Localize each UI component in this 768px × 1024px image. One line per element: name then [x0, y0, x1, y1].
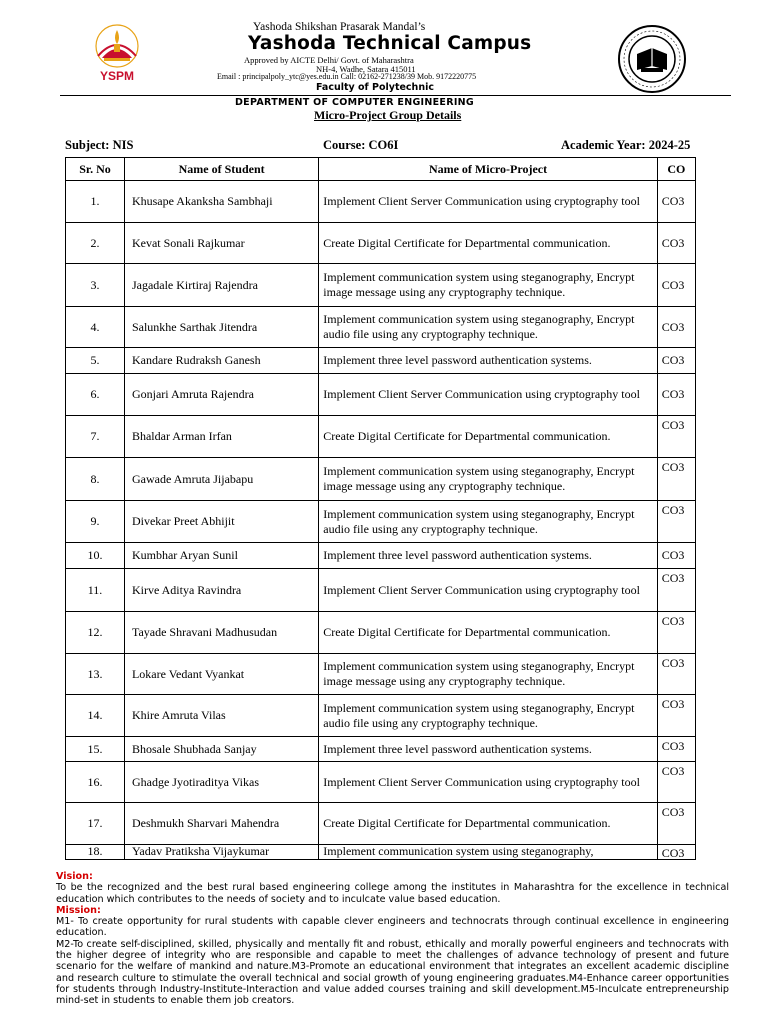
row-project-name: Create Digital Certificate for Departmental communication.	[319, 416, 657, 458]
row-student-name: Tayade Shravani Madhusudan	[124, 612, 318, 654]
row-sr-no: 3.	[66, 264, 125, 307]
header-sr-no: Sr. No	[66, 158, 125, 181]
row-co: CO3	[657, 458, 695, 501]
vision-mission	[56, 871, 729, 1007]
row-project-name: Implement Client Server Communication using cryptography tool	[319, 569, 657, 612]
table-row	[66, 569, 696, 612]
row-sr-no: 2.	[66, 223, 125, 264]
row-co: CO3	[657, 654, 695, 695]
row-co: CO3	[657, 348, 695, 374]
row-sr-no: 15.	[66, 737, 125, 762]
mission-label: Mission:	[56, 904, 101, 916]
row-co: CO3	[657, 569, 695, 612]
row-student-name: Bhaldar Arman Irfan	[124, 416, 318, 458]
row-sr-no: 1.	[66, 181, 125, 223]
row-project-name: Implement three level password authentication systems.	[319, 348, 657, 374]
table-row	[66, 348, 696, 374]
row-co: CO3	[657, 803, 695, 845]
row-co: CO3	[657, 612, 695, 654]
row-co: CO3	[657, 695, 695, 737]
vision-text: To be the recognized and the best rural based engineering college among the institutes in Maharashtra for the excellence in technical education which contributes to the needs of society and to inculcate value based education.	[56, 882, 729, 905]
row-sr-no: 11.	[66, 569, 125, 612]
institute-name: Yashoda Technical Campus	[248, 33, 532, 54]
row-student-name: Khire Amruta Vilas	[124, 695, 318, 737]
header-divider	[60, 95, 731, 96]
mission-m1: M1- To create opportunity for rural students with capable clever engineers and technocrats through continual excellence in engineering education.	[56, 916, 729, 939]
row-co: CO3	[657, 737, 695, 762]
row-sr-no: 9.	[66, 501, 125, 543]
course-label: Course: CO6I	[323, 138, 399, 152]
table-row	[66, 416, 696, 458]
row-project-name: Create Digital Certificate for Departmental communication.	[319, 612, 657, 654]
row-co: CO3	[657, 374, 695, 416]
row-co: CO3	[657, 762, 695, 803]
table-row	[66, 762, 696, 803]
row-sr-no: 6.	[66, 374, 125, 416]
row-student-name: Lokare Vedant Vyankat	[124, 654, 318, 695]
approval-line: Approved by AICTE Delhi/ Govt. of Maharashtra	[244, 55, 414, 65]
row-student-name: Divekar Preet Abhijit	[124, 501, 318, 543]
department-name: DEPARTMENT OF COMPUTER ENGINEERING	[235, 97, 475, 108]
table-row	[66, 181, 696, 223]
row-project-name: Implement Client Server Communication using cryptography tool	[319, 181, 657, 223]
academic-year-label: Academic Year: 2024-25	[561, 138, 691, 152]
row-student-name: Yadav Pratiksha Vijaykumar	[124, 845, 318, 860]
row-co: CO3	[657, 543, 695, 569]
row-student-name: Jagadale Kirtiraj Rajendra	[124, 264, 318, 307]
row-sr-no: 4.	[66, 307, 125, 348]
row-student-name: Bhosale Shubhada Sanjay	[124, 737, 318, 762]
table-row	[66, 612, 696, 654]
table-row	[66, 803, 696, 845]
row-co: CO3	[657, 845, 695, 860]
row-sr-no: 7.	[66, 416, 125, 458]
row-co: CO3	[657, 264, 695, 307]
row-sr-no: 8.	[66, 458, 125, 501]
table-header-row	[66, 158, 696, 181]
row-student-name: Gawade Amruta Jijabapu	[124, 458, 318, 501]
row-sr-no: 13.	[66, 654, 125, 695]
contact-line: Email : principalpoly_ytc@yes.edu.in Call: 02162-271238/39 Mob. 9172220775	[217, 72, 477, 81]
yspm-logo-icon	[84, 22, 150, 84]
row-project-name: Create Digital Certificate for Departmental communication.	[319, 803, 657, 845]
row-project-name: Implement three level password authentication systems.	[319, 737, 657, 762]
row-sr-no: 10.	[66, 543, 125, 569]
row-student-name: Salunkhe Sarthak Jitendra	[124, 307, 318, 348]
row-project-name: Create Digital Certificate for Departmental communication.	[319, 223, 657, 264]
row-co: CO3	[657, 416, 695, 458]
table-row	[66, 654, 696, 695]
row-co: CO3	[657, 223, 695, 264]
row-sr-no: 16.	[66, 762, 125, 803]
row-project-name: Implement communication system using steganography, Encrypt audio file using any cryptography technique.	[319, 501, 657, 543]
row-project-name: Implement Client Server Communication using cryptography tool	[319, 762, 657, 803]
row-student-name: Deshmukh Sharvari Mahendra	[124, 803, 318, 845]
row-project-name: Implement three level password authentication systems.	[319, 543, 657, 569]
row-sr-no: 5.	[66, 348, 125, 374]
row-student-name: Gonjari Amruta Rajendra	[124, 374, 318, 416]
row-project-name: Implement communication system using steganography, Encrypt image message using any cryptography technique.	[319, 654, 657, 695]
table-row	[66, 223, 696, 264]
row-project-name: Implement Client Server Communication using cryptography tool	[319, 374, 657, 416]
header-student-name: Name of Student	[124, 158, 318, 181]
row-student-name: Ghadge Jyotiraditya Vikas	[124, 762, 318, 803]
header-project-name: Name of Micro-Project	[319, 158, 657, 181]
table-row	[66, 374, 696, 416]
row-sr-no: 12.	[66, 612, 125, 654]
row-project-name: Implement communication system using steganography, Encrypt audio file using any cryptography technique.	[319, 695, 657, 737]
row-student-name: Kandare Rudraksh Ganesh	[124, 348, 318, 374]
table-row	[66, 264, 696, 307]
table-row	[66, 737, 696, 762]
document-title: Micro-Project Group Details	[314, 108, 462, 122]
row-co: CO3	[657, 501, 695, 543]
micro-project-table	[65, 157, 696, 860]
row-co: CO3	[657, 307, 695, 348]
row-student-name: Kumbhar Aryan Sunil	[124, 543, 318, 569]
row-project-name: Implement communication system using steganography, Encrypt image message using any cryptography technique.	[319, 458, 657, 501]
mission-m2-m5: M2-To create self-disciplined, skilled, physically and mentally fit and robust, ethically and morally powerful engineers and technocrats with the higher degree of integrity who are responsible and capable to meet the challenges of advance technology of present and future scenario for the welfare of mankind and nature.M3-Promote an educational environment that integrates an excellent academic discipline and research culture to stimulate the overall technical and social growth of young engineering graduates.M4-Enhance career opportunities for students through Industry-Institute-Interaction and value added courses training and skill development.M5-Inculcate entrepreneurship mind-set in students to enable them job creators.	[56, 938, 729, 1007]
subject-label: Subject: NIS	[65, 138, 134, 152]
table-row	[66, 543, 696, 569]
society-name: Yashoda Shikshan Prasarak Mandal’s	[253, 21, 426, 33]
header-co: CO	[657, 158, 695, 181]
table-body	[66, 181, 696, 860]
address-line: NH-4, Wadhe, Satara 415011	[316, 64, 416, 74]
row-student-name: Kevat Sonali Rajkumar	[124, 223, 318, 264]
row-co: CO3	[657, 181, 695, 223]
table-row	[66, 695, 696, 737]
table-row	[66, 458, 696, 501]
row-sr-no: 17.	[66, 803, 125, 845]
table-row	[66, 307, 696, 348]
table-row	[66, 501, 696, 543]
row-project-name: Implement communication system using steganography,	[319, 845, 657, 860]
logo-text: YSPM	[99, 69, 135, 83]
table-row	[66, 845, 696, 860]
faculty-name: Faculty of Polytechnic	[316, 82, 434, 93]
row-sr-no: 18.	[66, 845, 125, 860]
letterhead	[0, 0, 768, 122]
row-sr-no: 14.	[66, 695, 125, 737]
row-project-name: Implement communication system using steganography, Encrypt audio file using any cryptography technique.	[319, 307, 657, 348]
row-student-name: Kirve Aditya Ravindra	[124, 569, 318, 612]
row-project-name: Implement communication system using steganography, Encrypt image message using any cryptography technique.	[319, 264, 657, 307]
row-student-name: Khusape Akanksha Sambhaji	[124, 181, 318, 223]
seal-icon	[617, 24, 687, 94]
vision-label: Vision:	[56, 871, 93, 882]
